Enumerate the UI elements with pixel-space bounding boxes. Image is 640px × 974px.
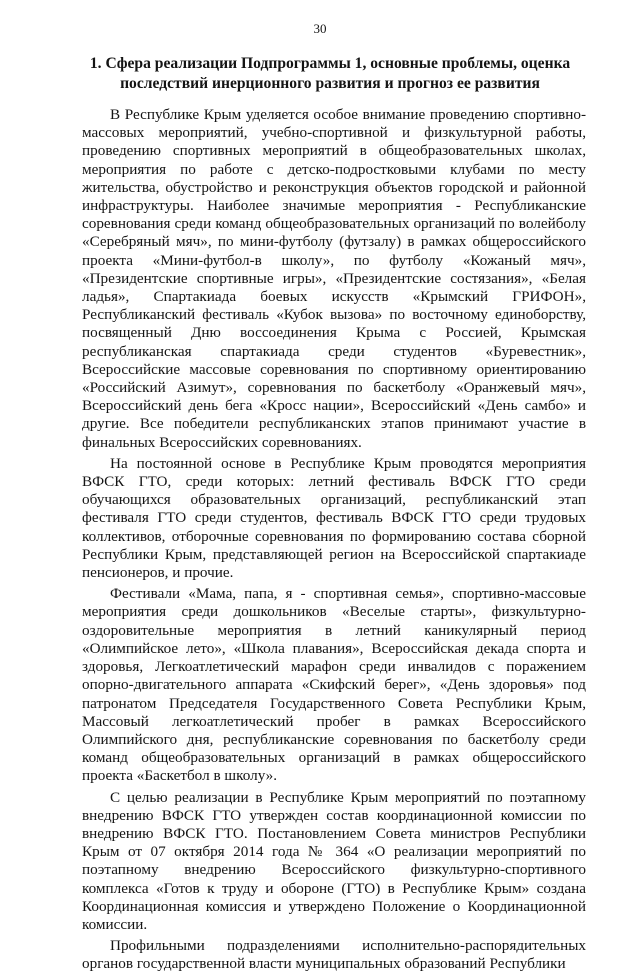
paragraph: На постоянной основе в Республике Крым проводятся мероприятия ВФСК ГТО, среди которых: летний фестиваль ВФСК ГТО среди обучающихся образовательных организаций, республиканский этап фестиваля ГТО среди студентов, фестиваль ВФСК ГТО среди трудовых коллективов, отборочные соревнования по формированию состава сборной Республики Крым, представляющей регион на Всероссийской спартакиаде пенсионеров, и прочие. <box>82 454 586 582</box>
paragraph: С целью реализации в Республике Крым мероприятий по поэтапному внедрению ВФСК ГТО утвержден состав координационной комиссии по внедрению ВФСК ГТО. Постановлением Совета министров Республики Крым от 07 октября 2014 года № 364 «О реализации мероприятий по поэтапному внедрению Всероссийского физкультурно-спортивного комплекса «Готов к труду и обороне (ГТО) в Республике Крым» создана Координационная комиссия и утверждено Положение о Координационной комиссии. <box>82 788 586 933</box>
document-body <box>82 106 586 974</box>
paragraph: Фестивали «Мама, папа, я - спортивная семья», спортивно-массовые мероприятия среди дошкольников «Веселые старты», физкультурно-оздоровительные мероприятия в летний каникулярный период «Олимпийское лето», «Школа плавания», Всероссийская декада спорта и здоровья, Легкоатлетический марафон среди инвалидов с поражением опорно-двигательного аппарата «Скифский берег», «День здоровья» под патронатом Председателя Государственного Совета Республики Крым, Массовый легкоатлетический пробег в рамках Всероссийского Олимпийского дня, республиканские соревнования по баскетболу среди команд общеобразовательных организаций в рамках общероссийского проекта «Баскетбол в школу». <box>82 585 586 785</box>
page-number: 30 <box>313 21 327 36</box>
paragraph: Профильными подразделениями исполнительно-распорядительных органов государственной власти муниципальных образований Республики <box>82 937 586 973</box>
paragraph: В Республике Крым уделяется особое внимание проведению спортивно-массовых мероприятий, учебно-спортивной и физкультурной работы, проведению спортивных мероприятий в общеобразовательных школах, мероприятия по работе с детско-подростковыми клубами по месту жительства, обустройство и реконструкция объектов городской и районной инфраструктуры. Наиболее значимые мероприятия - Республиканские соревнования среди команд общеобразовательных организаций по волейболу «Серебряный мяч», по мини-футболу (футзалу) в рамках общероссийского проекта «Мини-футбол-в школу», по футболу «Кожаный мяч», «Президентские спортивные игры», «Президентские состязания», «Белая ладья», Спартакиада боевых искусств «Крымский ГРИФОН», Республиканский фестиваль «Кубок вызова» по восточному единоборству, посвященный Дню воссоединения Крыма с Россией, Крымская республиканская спартакиада среди студентов «Буревестник», Всероссийские массовые соревнования по спортивному ориентированию «Российский Азимут», соревнования по баскетболу «Оранжевый мяч», Всероссийский день бега «Кросс нации», Всероссийский «День самбо» и другие. Все победители республиканских этапов принимают участие в финальных Всероссийских соревнованиях. <box>82 106 586 451</box>
section-heading: 1. Сфера реализации Подпрограммы 1, основные проблемы, оценка последствий инерционного развития и прогноз ее развития <box>89 55 571 92</box>
